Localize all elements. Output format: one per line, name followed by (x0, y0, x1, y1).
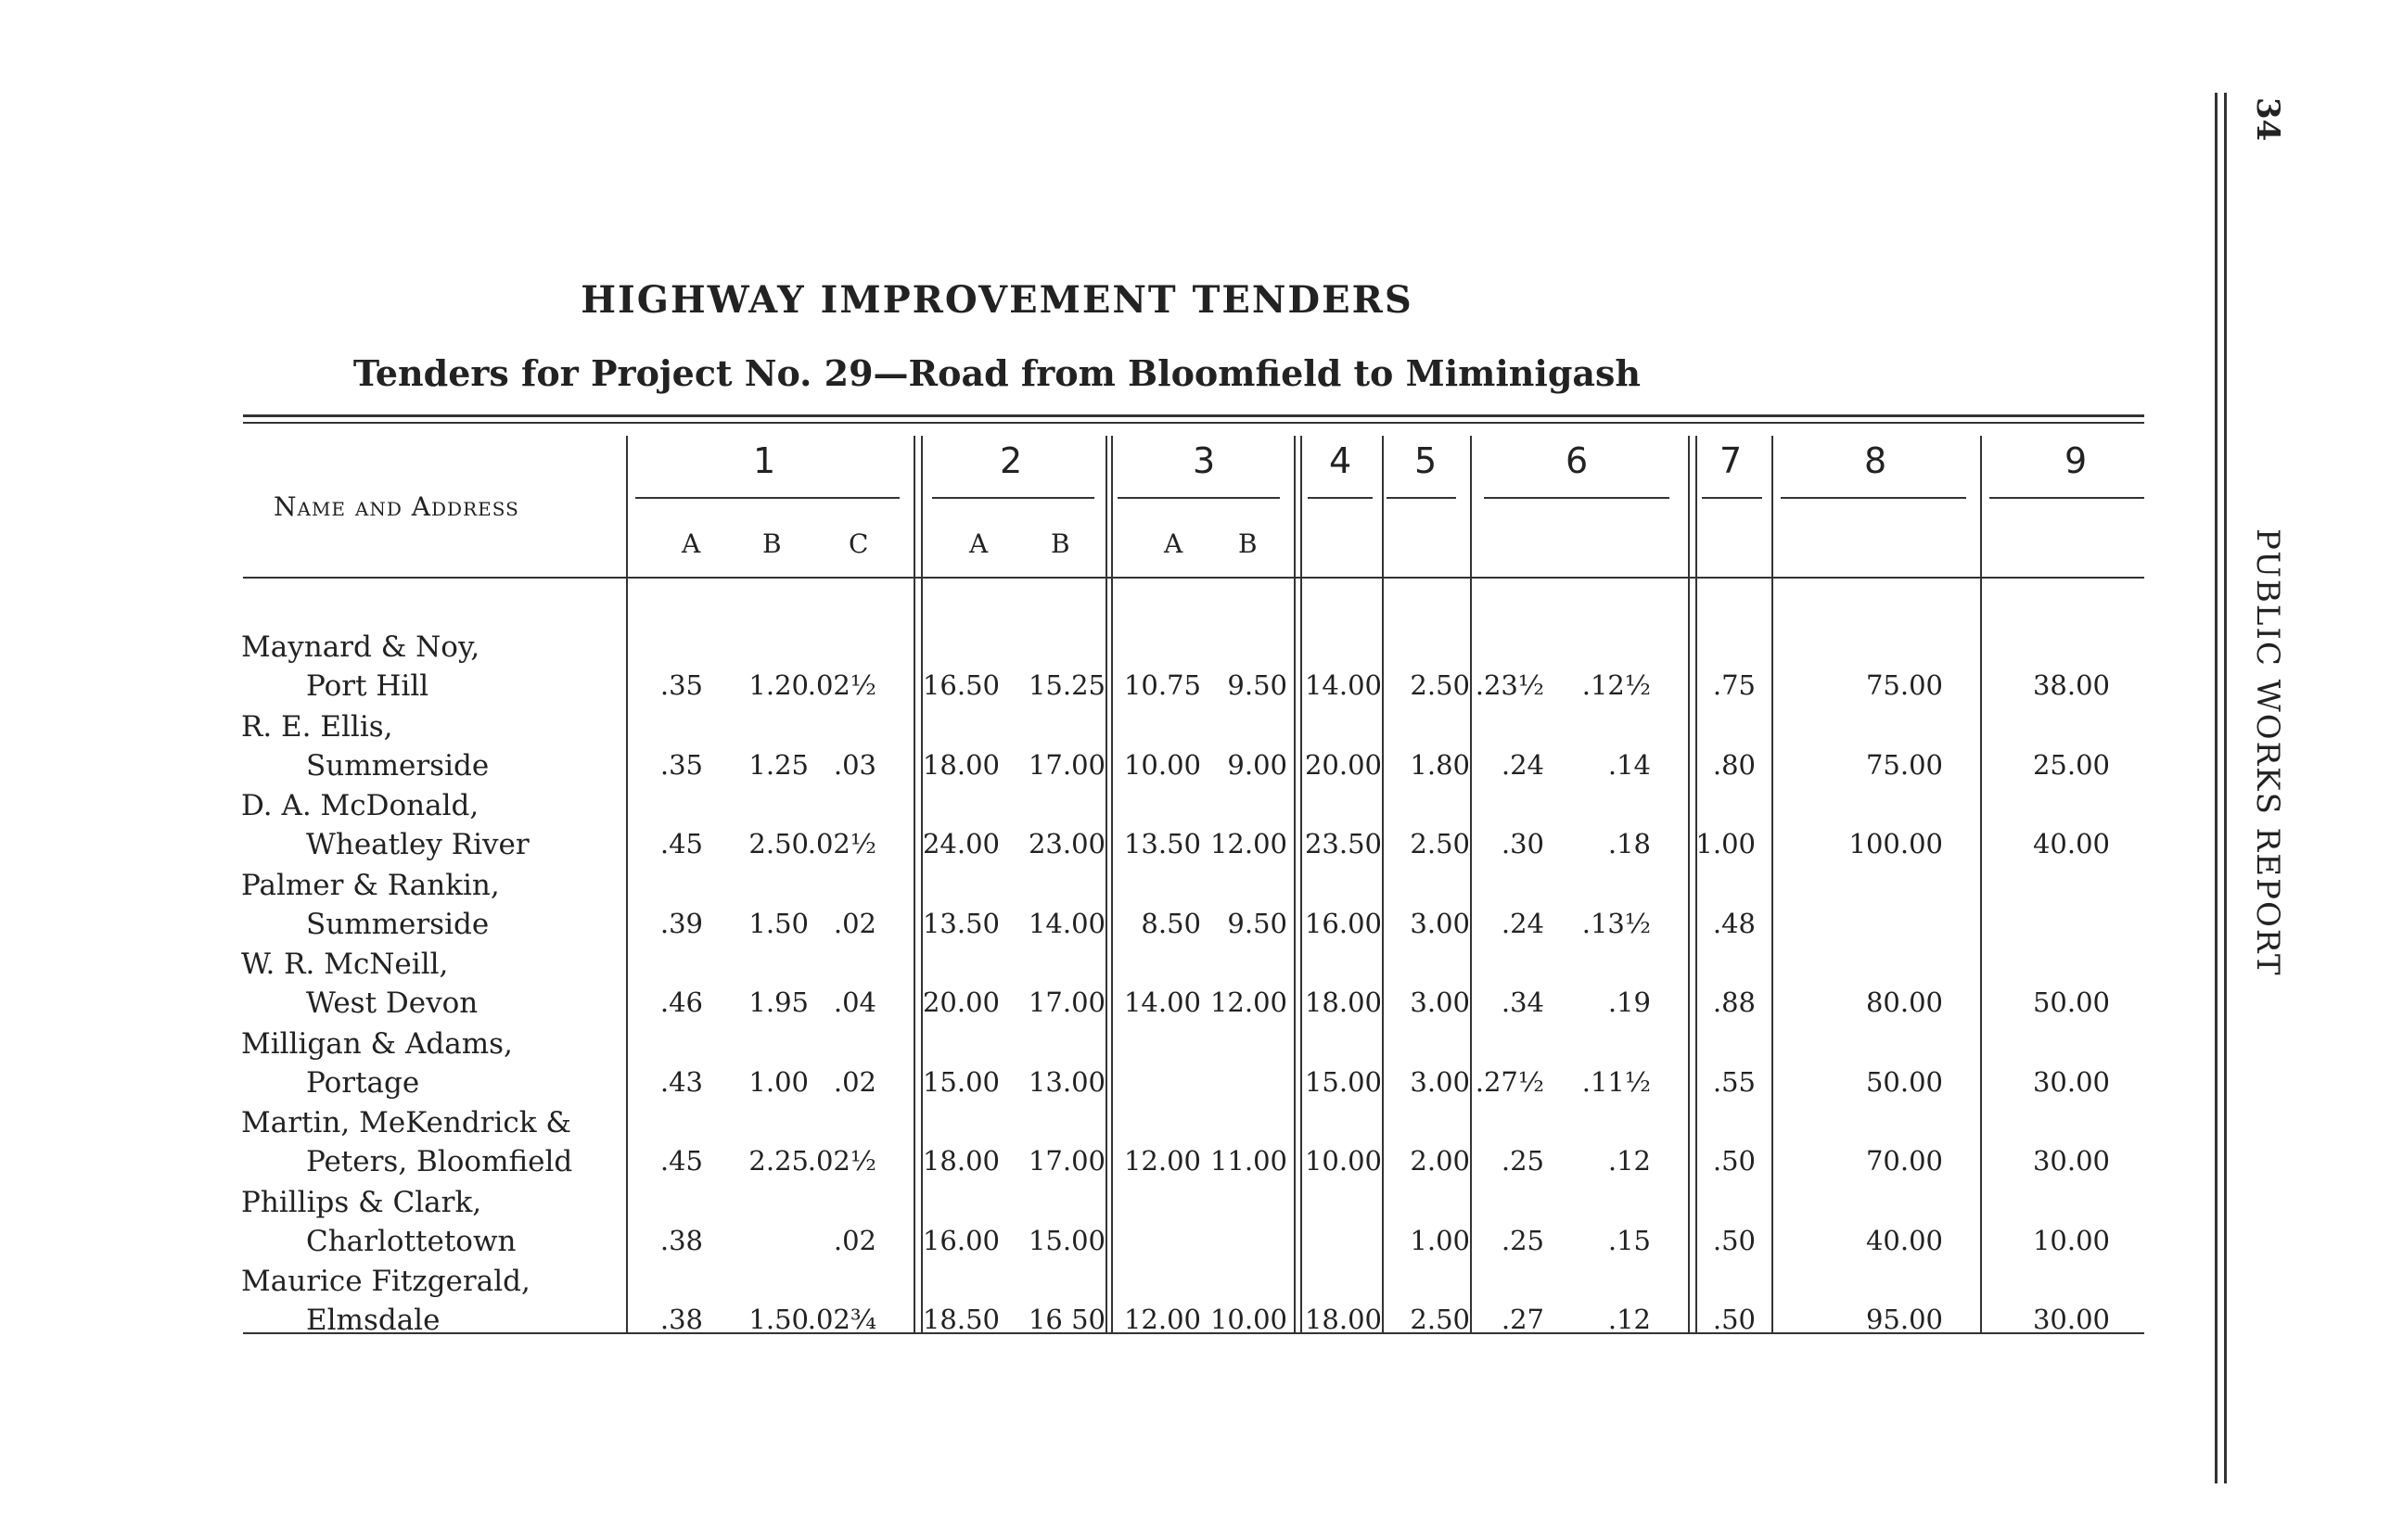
group-underline-1 (635, 497, 900, 499)
table-cell: .25 (1501, 1145, 1544, 1177)
table-cell: 12.00 (1209, 828, 1287, 859)
table-cell: .38 (659, 1304, 703, 1335)
table-cell: .48 (1712, 907, 1756, 939)
table-cell: 16.00 (922, 1224, 1000, 1256)
table-cell: 18.00 (922, 1145, 1000, 1177)
group-underline-9 (1989, 497, 2144, 499)
table-cell: 30.00 (2032, 1304, 2110, 1335)
table-cell: .24 (1501, 748, 1544, 781)
table-cell: 2.50 (1410, 669, 1470, 701)
table-cell: 30.00 (2032, 1145, 2110, 1177)
column-divider-8 (1470, 436, 1472, 1332)
table-cell: 9.00 (1227, 748, 1287, 781)
table-cell: .15 (1607, 1224, 1651, 1256)
table-cell: .12 (1607, 1304, 1651, 1335)
table-cell: .02½ (807, 669, 876, 701)
table-cell: .80 (1712, 748, 1756, 781)
table-cell: .02¾ (807, 1304, 876, 1335)
column-divider-6 (1300, 436, 1302, 1332)
column-divider-1 (914, 436, 915, 1332)
document-title: HIGHWAY IMPROVEMENT TENDERS (581, 278, 1413, 322)
column-divider-12 (1980, 436, 1982, 1332)
table-cell: 10.00 (1123, 748, 1201, 781)
table-cell: 16.00 (1304, 907, 1382, 939)
table-cell: 11.00 (1209, 1145, 1287, 1177)
table-cell: 23.00 (1028, 828, 1106, 859)
table-cell: .75 (1712, 669, 1756, 701)
group-header-7: 7 (1719, 440, 1743, 481)
table-cell: 15.00 (1028, 1224, 1106, 1256)
row-3-name: Palmer & Rankin, (241, 868, 500, 902)
group-header-6: 6 (1566, 440, 1589, 481)
table-cell: .39 (659, 907, 703, 939)
table-cell: 1.00 (748, 1065, 809, 1098)
table-cell: 40.00 (2032, 828, 2110, 859)
table-cell: .02 (833, 1224, 876, 1256)
subheader-g1-a: A (682, 528, 701, 559)
group-header-1: 1 (753, 440, 776, 481)
table-cell: .50 (1712, 1145, 1756, 1177)
name-address-header: Name and Address (274, 491, 519, 522)
table-cell: 100.00 (1848, 828, 1943, 859)
row-6-name: Martin, MeKendrick & (241, 1106, 571, 1139)
group-underline-3 (1118, 497, 1280, 499)
group-underline-8 (1781, 497, 1966, 499)
table-cell: 14.00 (1123, 986, 1201, 1018)
group-underline-5 (1387, 497, 1456, 499)
table-cell: 16 50 (1028, 1304, 1106, 1335)
table-cell: 23.50 (1304, 828, 1382, 859)
header-bottom-rule (243, 577, 2144, 579)
column-divider-2 (921, 436, 923, 1332)
table-cell: .23½ (1475, 669, 1544, 701)
table-cell: 10.75 (1123, 669, 1201, 701)
document-subtitle: Tenders for Project No. 29—Road from Bloomfield to Miminigash (352, 352, 1642, 394)
column-divider-10 (1695, 436, 1697, 1332)
table-cell: 1.25 (748, 748, 809, 781)
table-cell: 10.00 (1304, 1145, 1382, 1177)
table-cell: 12.00 (1209, 986, 1287, 1018)
row-2-address: Wheatley River (306, 828, 530, 861)
table-cell: .35 (659, 669, 703, 701)
table-cell: 3.00 (1410, 1065, 1470, 1098)
table-cell: .04 (833, 986, 876, 1018)
table-cell: 12.00 (1123, 1145, 1201, 1177)
table-top-rule (243, 414, 2144, 417)
row-3-address: Summerside (306, 907, 490, 941)
table-cell: .45 (659, 1145, 703, 1177)
table-cell: 13.50 (1123, 828, 1201, 859)
table-cell: 16.50 (922, 669, 1000, 701)
table-cell: 15.00 (922, 1065, 1000, 1098)
table-cell: 15.25 (1028, 669, 1106, 701)
group-header-4: 4 (1329, 440, 1352, 481)
table-cell: 12.00 (1123, 1304, 1201, 1335)
group-header-9: 9 (2064, 440, 2088, 481)
table-cell: 10.00 (1209, 1304, 1287, 1335)
table-cell: .19 (1607, 986, 1651, 1018)
table-cell: 1.50 (748, 907, 809, 939)
table-cell: 2.00 (1410, 1145, 1470, 1177)
table-cell: .50 (1712, 1224, 1756, 1256)
table-cell: .02½ (807, 1145, 876, 1177)
table-cell: 2.50 (1410, 828, 1470, 859)
group-underline-4 (1308, 497, 1373, 499)
table-cell: 30.00 (2032, 1065, 2110, 1098)
column-divider-7 (1382, 436, 1384, 1332)
row-4-address: West Devon (306, 986, 479, 1020)
table-cell: .24 (1501, 907, 1544, 939)
row-5-name: Milligan & Adams, (241, 1026, 513, 1061)
table-cell: .38 (659, 1224, 703, 1256)
table-cell: 38.00 (2032, 669, 2110, 701)
table-cell: .12 (1607, 1145, 1651, 1177)
subheader-g1-b: B (762, 528, 782, 559)
table-cell: 14.00 (1304, 669, 1382, 701)
table-cell: .13½ (1581, 907, 1651, 939)
table-cell: .02 (833, 1065, 876, 1098)
table-cell: 1.00 (1695, 828, 1756, 859)
row-6-address: Peters, Bloomfield (306, 1145, 573, 1178)
table-cell: 13.50 (922, 907, 1000, 939)
column-divider-11 (1771, 436, 1773, 1332)
row-5-address: Portage (306, 1065, 420, 1100)
page-number-text: 34 (2249, 97, 2286, 142)
row-0-address: Port Hill (306, 669, 429, 703)
running-head (2249, 528, 2286, 1048)
table-cell: 9.50 (1227, 907, 1287, 939)
row-4-name: W. R. McNeill, (241, 948, 449, 981)
table-cell: .45 (659, 828, 703, 859)
table-cell: 1.50 (748, 1304, 809, 1335)
group-underline-6 (1484, 497, 1669, 499)
table-cell: 95.00 (1865, 1304, 1943, 1335)
table-cell: 17.00 (1028, 748, 1106, 781)
row-0-name: Maynard & Noy, (241, 630, 480, 664)
table-cell: .43 (659, 1065, 703, 1098)
row-2-name: D. A. McDonald, (241, 789, 479, 822)
table-cell: .34 (1501, 986, 1544, 1018)
group-underline-2 (932, 497, 1094, 499)
row-8-name: Maurice Fitzgerald, (241, 1265, 530, 1298)
page-number (2249, 97, 2286, 153)
table-cell: 18.50 (922, 1304, 1000, 1335)
table-cell: 40.00 (1865, 1224, 1943, 1256)
subheader-g3-b: B (1238, 528, 1258, 559)
table-cell: .11½ (1581, 1065, 1651, 1098)
table-cell: .27½ (1475, 1065, 1544, 1098)
table-cell: 2.25 (748, 1145, 809, 1177)
table-cell: .02½ (807, 828, 876, 859)
table-cell: 3.00 (1410, 907, 1470, 939)
table-cell: .12½ (1581, 669, 1651, 701)
table-cell: 18.00 (1304, 986, 1382, 1018)
table-cell: 15.00 (1304, 1065, 1382, 1098)
table-cell: 2.50 (1410, 1304, 1470, 1335)
table-cell: 18.00 (1304, 1304, 1382, 1335)
table-cell: 8.50 (1141, 907, 1201, 939)
row-7-address: Charlottetown (306, 1224, 517, 1258)
table-cell: 1.80 (1410, 748, 1470, 781)
column-divider-5 (1294, 436, 1296, 1332)
table-cell: 50.00 (2032, 986, 2110, 1018)
table-cell: 25.00 (2032, 748, 2110, 781)
row-8-address: Elmsdale (306, 1304, 441, 1337)
margin-rule-2 (2224, 93, 2227, 1483)
group-header-5: 5 (1414, 440, 1438, 481)
subheader-g2-b: B (1051, 528, 1070, 559)
table-cell: .27 (1501, 1304, 1544, 1335)
table-cell: .25 (1501, 1224, 1544, 1256)
table-cell: 24.00 (922, 828, 1000, 859)
subheader-g1-c: C (849, 528, 869, 559)
subheader-g2-a: A (969, 528, 989, 559)
table-cell: .46 (659, 986, 703, 1018)
table-cell: 9.50 (1227, 669, 1287, 701)
table-cell: .03 (833, 748, 876, 781)
table-cell: 2.50 (748, 828, 809, 859)
table-cell: 50.00 (1865, 1065, 1943, 1098)
table-cell: 14.00 (1028, 907, 1106, 939)
group-header-2: 2 (1000, 440, 1023, 481)
table-cell: 13.00 (1028, 1065, 1106, 1098)
table-cell: 75.00 (1865, 748, 1943, 781)
table-cell: .35 (659, 748, 703, 781)
table-cell: .18 (1607, 828, 1651, 859)
subheader-g3-a: A (1164, 528, 1183, 559)
column-divider-3 (1106, 436, 1107, 1332)
table-cell: .88 (1712, 986, 1756, 1018)
margin-rule-1 (2215, 93, 2218, 1483)
table-cell: .14 (1607, 748, 1651, 781)
group-header-3: 3 (1193, 440, 1216, 481)
row-7-name: Phillips & Clark, (241, 1185, 482, 1219)
table-cell: .30 (1501, 828, 1544, 859)
table-cell: 10.00 (2032, 1224, 2110, 1256)
table-cell: 20.00 (922, 986, 1000, 1018)
table-cell: 18.00 (922, 748, 1000, 781)
group-header-8: 8 (1864, 440, 1887, 481)
column-divider-4 (1111, 436, 1113, 1332)
row-1-name: R. E. Ellis, (241, 709, 393, 744)
table-cell: .50 (1712, 1304, 1756, 1335)
group-underline-7 (1702, 497, 1762, 499)
table-cell: .55 (1712, 1065, 1756, 1098)
table-cell: 17.00 (1028, 1145, 1106, 1177)
table-cell: 17.00 (1028, 986, 1106, 1018)
table-cell: 20.00 (1304, 748, 1382, 781)
table-cell: .02 (833, 907, 876, 939)
table-cell: 70.00 (1865, 1145, 1943, 1177)
column-divider-0 (626, 436, 628, 1332)
table-cell: 1.00 (1410, 1224, 1470, 1256)
table-top-rule-2 (243, 422, 2144, 424)
table-cell: 80.00 (1865, 986, 1943, 1018)
table-cell: 1.95 (748, 986, 809, 1018)
row-1-address: Summerside (306, 748, 490, 783)
running-head-text: PUBLIC WORKS REPORT (2249, 528, 2286, 977)
column-divider-9 (1688, 436, 1690, 1332)
table-cell: 75.00 (1865, 669, 1943, 701)
table-cell: 3.00 (1410, 986, 1470, 1018)
table-cell: 1.20 (748, 669, 809, 701)
